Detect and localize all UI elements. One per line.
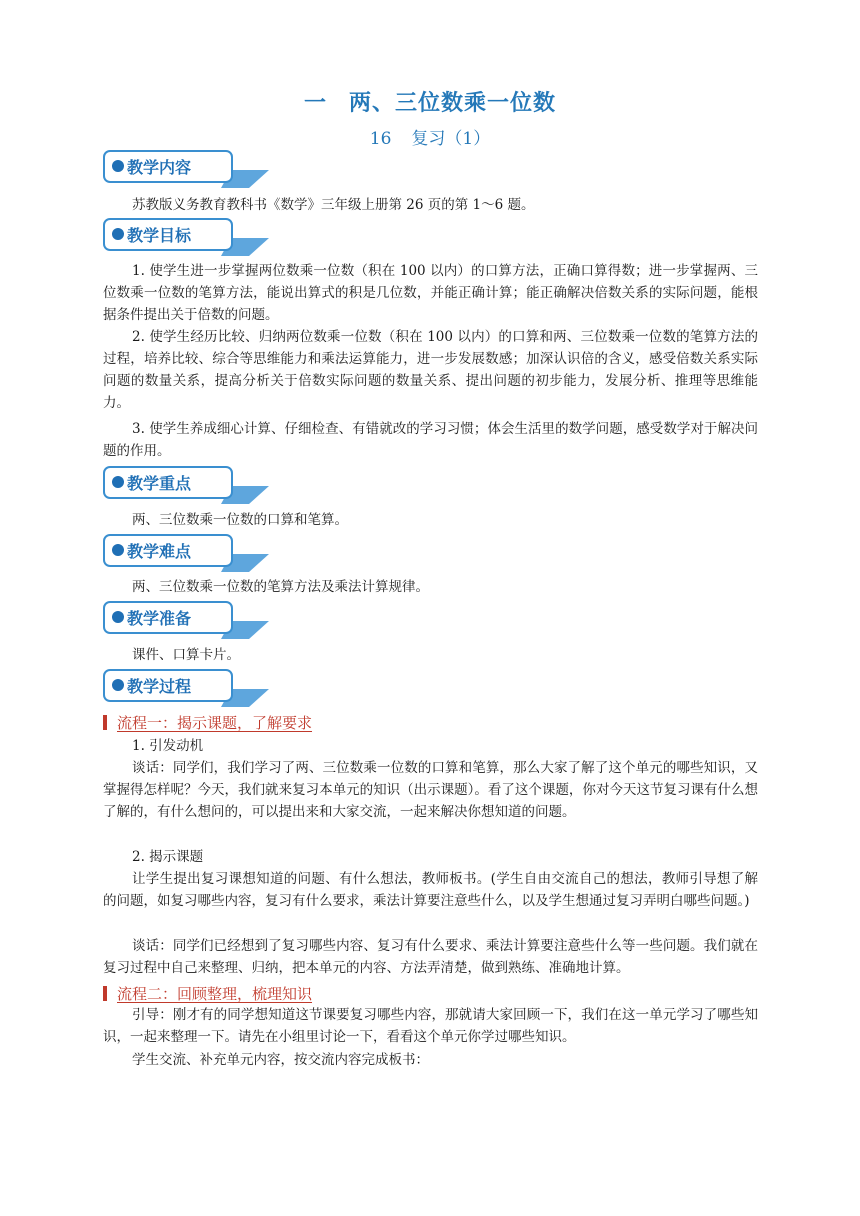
section-badge-key-points [103, 466, 269, 506]
flow1-step1: 1. 引发动机 [132, 738, 204, 754]
section-label: 教学内容 [127, 158, 192, 177]
section-label: 教学过程 [127, 677, 192, 696]
chapter-number: 一 [303, 90, 327, 116]
chapter-title [0, 86, 860, 117]
flow1-activity: 让学生提出复习课想知道的问题、有什么想法，教师板书。(学生自由交流自己的想法，教师引导想了解的问题，如复习哪些内容，复习有什么要求，乘法计算要注意些什么，以及学生想通过复习弄明白哪些问题。) [103, 871, 758, 909]
section-badge-content [103, 150, 269, 190]
bullet-dot-icon [112, 476, 124, 488]
flow-marker-bar [103, 715, 107, 730]
bullet-dot-icon [112, 611, 124, 623]
content-text: 苏教版义务教育教科书《数学》三年级上册第 26 页的第 1～6 题。 [132, 197, 535, 213]
flow-title: 流程一：揭示课题，了解要求 [117, 714, 313, 732]
section-badge-goals [103, 218, 269, 258]
lesson-number: 16 [369, 129, 392, 149]
flow-marker-bar [103, 986, 107, 1001]
flow1-talk2: 谈话：同学们已经想到了复习哪些内容、复习有什么要求、乘法计算要注意些什么等一些问题。我们就在复习过程中自己来整理、归纳，把本单元的内容、方法弄清楚，做到熟练、准确地计算。 [103, 938, 758, 976]
preparation-text: 课件、口算卡片。 [132, 647, 240, 663]
chapter-title-text: 两、三位数乘一位数 [349, 90, 557, 116]
section-label: 教学重点 [127, 474, 192, 493]
section-label: 教学难点 [127, 542, 192, 561]
lesson-title [0, 124, 860, 149]
goal-item-1: 1. 使学生进一步掌握两位数乘一位数（积在 100 以内）的口算方法，正确口算得数；进一步掌握两、三位数乘一位数的笔算方法，能说出算式的积是几位数，并能正确计算；能正确解决倍数关系的实际问题，能根据条件提出关于倍数的问题。 [103, 263, 758, 323]
bullet-dot-icon [112, 228, 124, 240]
section-badge-preparation [103, 601, 269, 641]
lesson-title-text: 复习（1） [411, 129, 491, 149]
flow1-step2: 2. 揭示课题 [132, 849, 204, 865]
bullet-dot-icon [112, 160, 124, 172]
flow2-exchange: 学生交流、补充单元内容，按交流内容完成板书： [132, 1052, 429, 1068]
section-badge-difficulties [103, 534, 269, 574]
section-label: 教学目标 [127, 226, 192, 245]
section-badge-process [103, 669, 269, 709]
goal-item-3: 3. 使学生养成细心计算、仔细检查、有错就改的学习习惯；体会生活里的数学问题，感受数学对于解决问题的作用。 [103, 421, 758, 459]
section-label: 教学准备 [127, 609, 192, 628]
difficulties-text: 两、三位数乘一位数的笔算方法及乘法计算规律。 [132, 579, 429, 595]
bullet-dot-icon [112, 544, 124, 556]
key-points-text: 两、三位数乘一位数的口算和笔算。 [132, 512, 348, 528]
goal-item-2: 2. 使学生经历比较、归纳两位数乘一位数（积在 100 以内）的口算和两、三位数乘一位数的笔算方法的过程，培养比较、综合等思维能力和乘法运算能力，进一步发展数感；加深认识倍的含义，感受倍数关系实际问题的数量关系，提高分析关于倍数实际问题的数量关系、提出问题的初步能力，发展分析、推理等思维能力。 [103, 329, 758, 411]
flow-title: 流程二：回顾整理，梳理知识 [117, 985, 313, 1003]
flow1-talk1: 谈话：同学们，我们学习了两、三位数乘一位数的口算和笔算，那么大家了解了这个单元的哪些知识，又掌握得怎样呢？今天，我们就来复习本单元的知识（出示课题）。看了这个课题，你对今天这节复习课有什么想了解的，有什么想问的，可以提出来和大家交流，一起来解决你想知道的问题。 [103, 760, 758, 820]
bullet-dot-icon [112, 679, 124, 691]
flow2-guide: 引导：刚才有的同学想知道这节课要复习哪些内容，那就请大家回顾一下，我们在这一单元学习了哪些知识，一起来整理一下。请先在小组里讨论一下，看看这个单元你学过哪些知识。 [103, 1007, 758, 1045]
